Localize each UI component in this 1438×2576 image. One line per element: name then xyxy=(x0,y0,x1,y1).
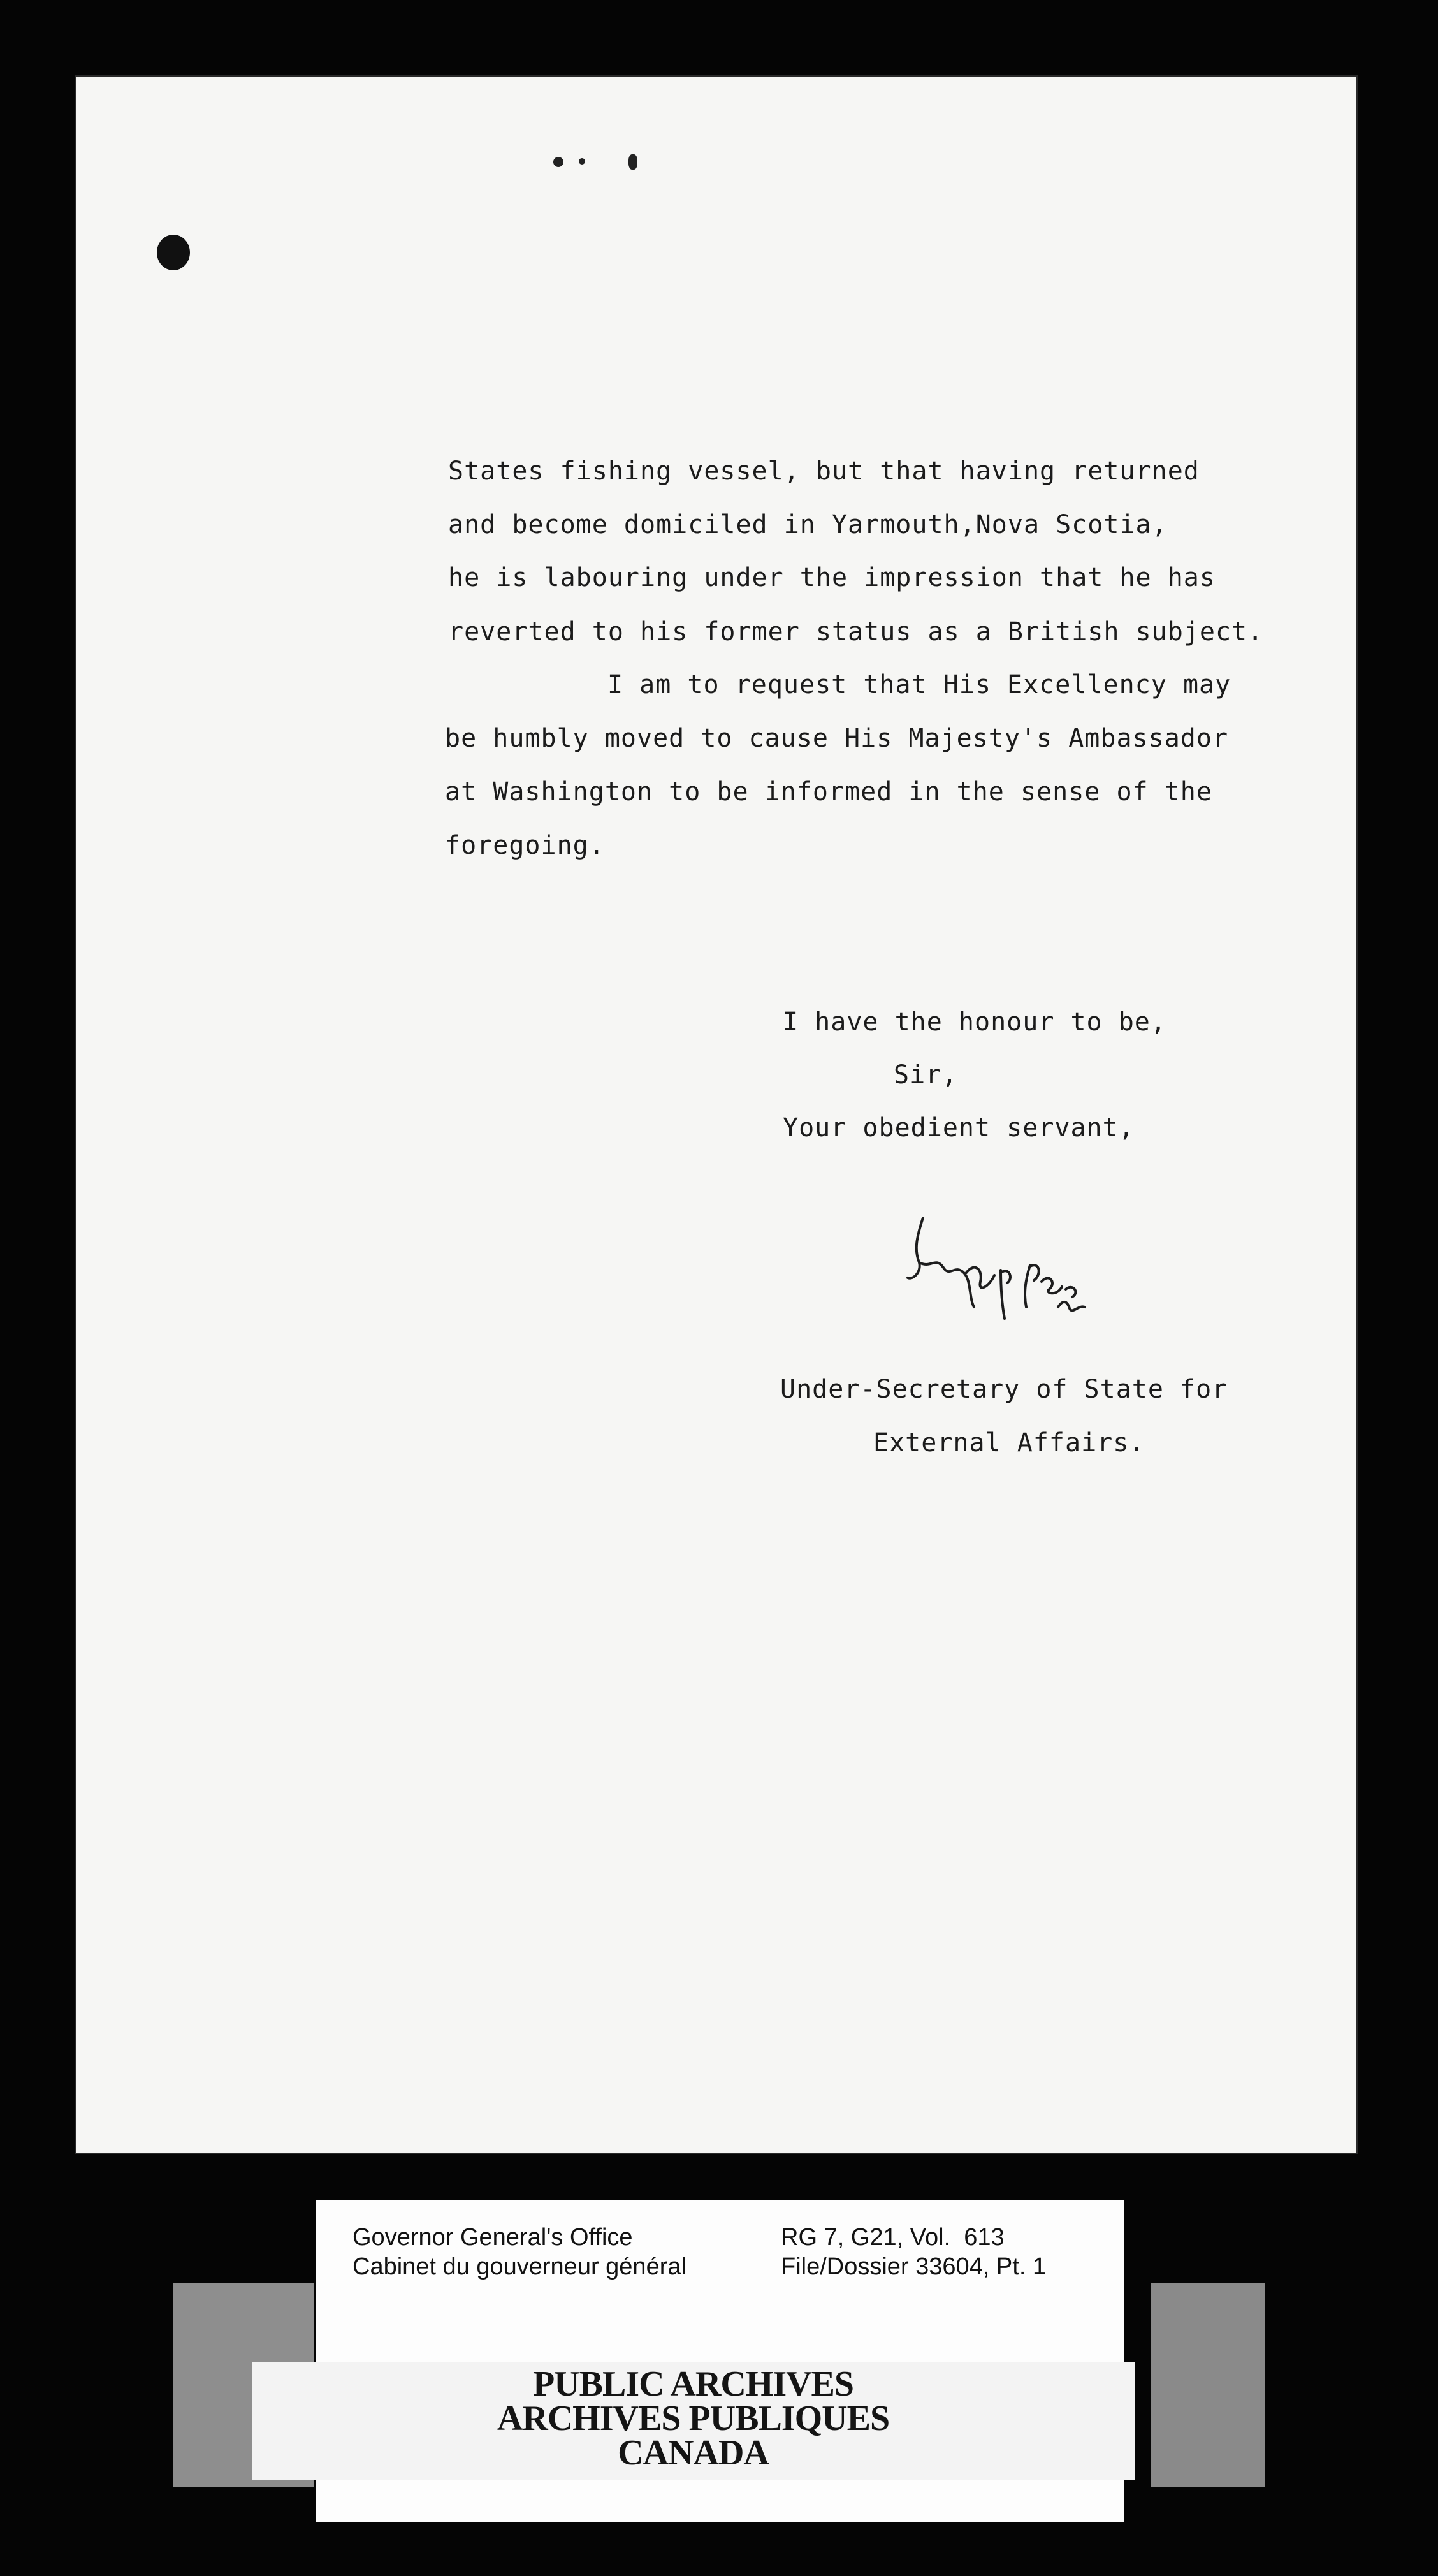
signatory-title: Under-Secretary of State for xyxy=(780,1375,1228,1404)
ink-mark xyxy=(553,157,563,167)
stamp-line: CANADA xyxy=(618,2433,769,2473)
document-page xyxy=(75,75,1358,2154)
office-name-french: Cabinet du gouverneur général xyxy=(352,2253,686,2280)
stamp-line: PUBLIC ARCHIVES xyxy=(532,2364,854,2404)
ink-mark xyxy=(628,154,637,170)
letter-line: he is labouring under the impression that he has xyxy=(448,563,1216,592)
public-archives-stamp xyxy=(252,2362,1135,2480)
letter-line: at Washington to be informed in the sense of the xyxy=(445,777,1212,807)
file-reference: File/Dossier 33604, Pt. 1 xyxy=(781,2253,1047,2280)
handwritten-signature xyxy=(905,1211,1115,1390)
office-name-english: Governor General's Office xyxy=(352,2224,633,2251)
signatory-title: External Affairs. xyxy=(873,1428,1145,1458)
letter-line: I am to request that His Excellency may xyxy=(607,670,1231,699)
stamp-line: ARCHIVES PUBLIQUES xyxy=(497,2399,890,2438)
closing-line: I have the honour to be, xyxy=(783,1007,1166,1037)
punch-hole xyxy=(157,235,190,270)
letter-line: States fishing vessel, but that having returned xyxy=(448,457,1200,486)
letter-line: reverted to his former status as a British subject. xyxy=(448,617,1264,647)
closing-line: Your obedient servant, xyxy=(783,1113,1135,1143)
letter-line: and become domiciled in Yarmouth,Nova Scotia, xyxy=(448,510,1168,539)
letter-line: foregoing. xyxy=(445,831,605,860)
archive-stamp-edge xyxy=(1151,2283,1265,2487)
closing-line: Sir, xyxy=(894,1060,958,1090)
record-group-reference: RG 7, G21, Vol. 613 xyxy=(781,2224,1005,2251)
letter-line: be humbly moved to cause His Majesty's Ambassador xyxy=(445,724,1229,753)
ink-mark xyxy=(579,158,585,165)
